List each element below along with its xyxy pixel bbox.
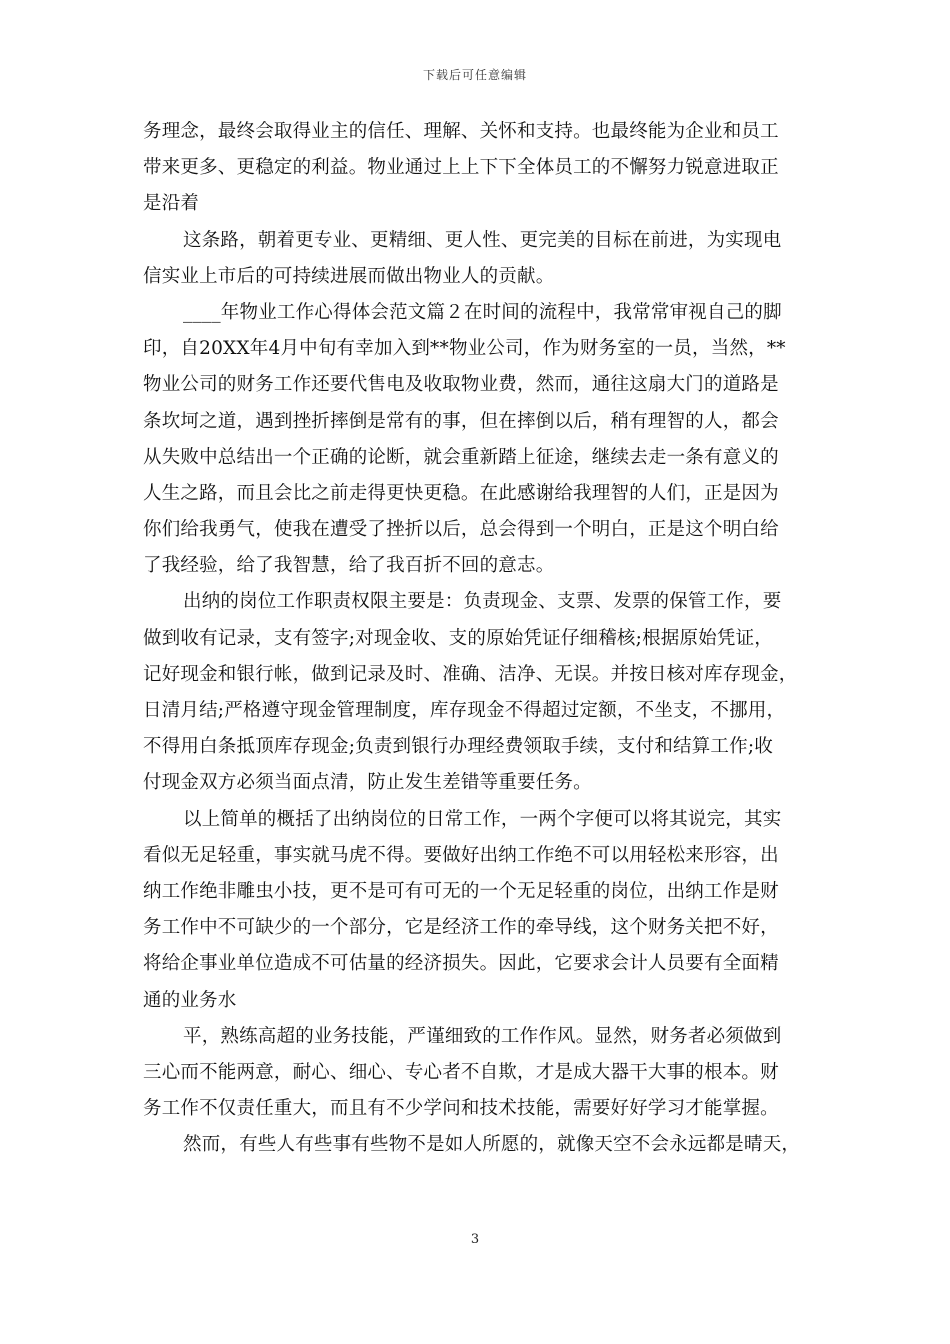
paragraph-first-line: 这条路，朝着更专业、更精细、更人性、更完美的目标在前进，为实现电 <box>183 229 782 251</box>
text-line: 记好现金和银行帐，做到记录及时、准确、洁净、无误。并按日核对库存现金， <box>143 663 798 685</box>
text-line: 从失败中总结出一个正确的论断，就会重新踏上征途，继续去走一条有意义的 <box>143 446 779 468</box>
paragraph-first-line: 以上简单的概括了出纳岗位的日常工作，一两个字便可以将其说完，其实 <box>183 808 782 830</box>
text-line: 务理念，最终会取得业主的信任、理解、关怀和支持。也最终能为企业和员工 <box>143 121 779 142</box>
text-line: 纳工作绝非雕虫小技，更不是可有可无的一个无足轻重的岗位，出纳工作是财 <box>143 880 779 902</box>
text-line: 不得用白条抵顶库存现金;负责到银行办理经费领取手续，支付和结算工作;收 <box>143 736 773 758</box>
text-line: 付现金双方必须当面点清，防止发生差错等重要任务。 <box>143 772 592 794</box>
text-line: 是沿着 <box>143 193 200 215</box>
text-line: 看似无足轻重，事实就马虎不得。要做好出纳工作绝不可以用轻松来形容，出 <box>143 844 779 866</box>
paragraph-first-line: ____年物业工作心得体会范文篇２在时间的流程中，我常常审视自己的脚 <box>183 301 782 323</box>
text-line: 将给企事业单位造成不可估量的经济损失。因此，它要求会计人员要有全面精 <box>143 953 779 975</box>
paragraph-first-line: 出纳的岗位工作职责权限主要是：负责现金、支票、发票的保管工作，要 <box>183 591 782 613</box>
text-line: 做到收有记录，支有签字;对现金收、支的原始凭证仔细稽核;根据原始凭证， <box>143 627 773 649</box>
text-line: 三心而不能两意，耐心、细心、专心者不自欺，才是成大器干大事的根本。财 <box>143 1061 779 1083</box>
text-line: 印，自20XX年4月中旬有幸加入到**物业公司，作为财务室的一员，当然，** <box>143 338 786 360</box>
text-line: 物业公司的财务工作还要代售电及收取物业费，然而，通往这扇大门的道路是 <box>143 374 779 396</box>
text-line: 务工作不仅责任重大，而且有不少学问和技术技能，需要好好学习才能掌握。 <box>143 1098 779 1120</box>
paragraph-first-line: 然而，有些人有些事有些物不是如人所愿的，就像天空不会永远都是晴天， <box>183 1134 801 1156</box>
text-line: 通的业务水 <box>143 989 237 1011</box>
text-line: 了我经验，给了我智慧，给了我百折不回的意志。 <box>143 555 555 577</box>
document-body <box>143 114 811 1163</box>
text-line: 信实业上市后的可持续进展而做出物业人的贡献。 <box>143 265 555 287</box>
text-line: 条坎坷之道，遇到挫折摔倒是常有的事，但在摔倒以后，稍有理智的人，都会 <box>143 410 779 432</box>
page-header-note: 下载后可任意编辑 <box>422 68 527 82</box>
text-line: 人生之路，而且会比之前走得更快更稳。在此感谢给我理智的人们，正是因为 <box>143 482 779 504</box>
text-line: 日清月结;严格遵守现金管理制度，库存现金不得超过定额，不坐支，不挪用， <box>143 700 786 721</box>
text-line: 你们给我勇气，使我在遭受了挫折以后，总会得到一个明白，正是这个明白给 <box>143 519 779 541</box>
text-line: 带来更多、更稳定的利益。物业通过上上下下全体员工的不懈努力锐意进取正 <box>143 157 779 179</box>
paragraph-first-line: 平，熟练高超的业务技能，严谨细致的工作作风。显然，财务者必须做到 <box>183 1025 782 1047</box>
text-line: 务工作中不可缺少的一个部分，它是经济工作的牵导线，这个财务关把不好， <box>143 917 779 939</box>
page-number: 3 <box>470 1232 480 1247</box>
